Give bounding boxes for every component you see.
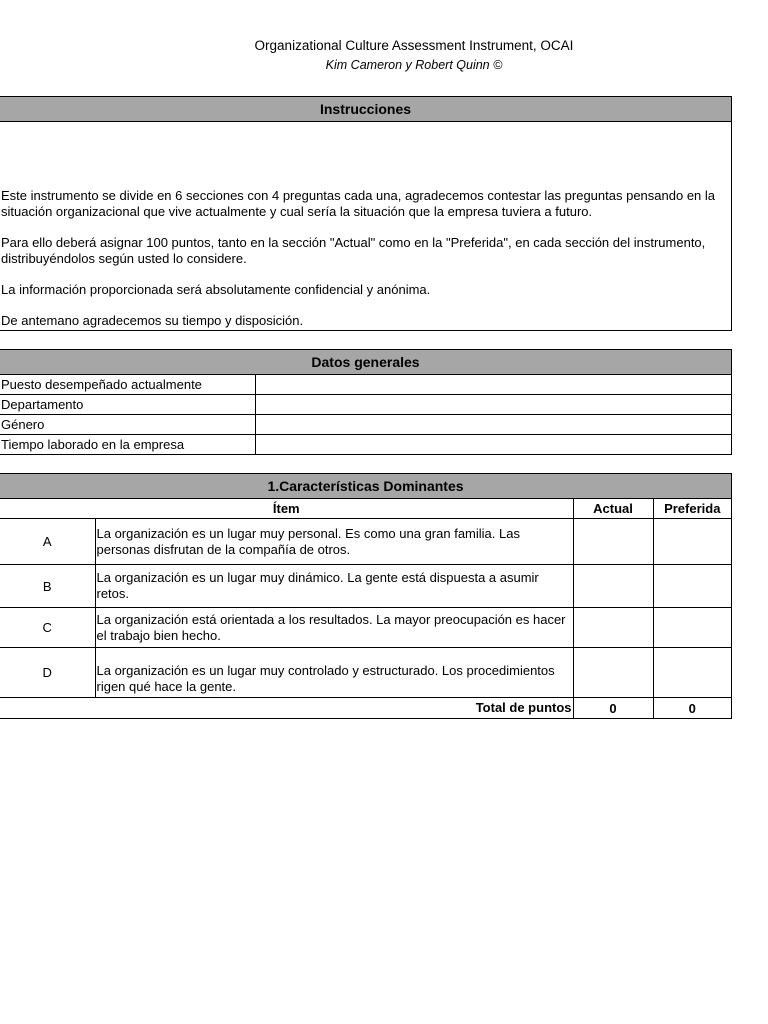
total-row xyxy=(0,698,731,719)
row-item-text: La organización está orientada a los resultados. La mayor preocupación es hacer el trabajo bien hecho. xyxy=(95,608,573,648)
preferida-input-cell[interactable] xyxy=(653,519,731,565)
instrucciones-paragraph: Para ello deberá asignar 100 puntos, tanto en la sección "Actual" como en la "Preferida", en cada sección del instrumento, distribuyéndolos según usted lo considere. xyxy=(1,235,706,266)
table-row xyxy=(0,375,731,395)
table-row xyxy=(0,648,731,698)
departamento-label: Departamento xyxy=(0,395,255,415)
tiempo-label: Tiempo laborado en la empresa xyxy=(0,435,255,455)
actual-input-cell[interactable] xyxy=(573,519,653,565)
document-title: Organizational Culture Assessment Instrument, OCAI xyxy=(254,38,574,53)
total-actual: 0 xyxy=(573,698,653,719)
column-header-actual: Actual xyxy=(573,499,653,519)
datos-generales-table xyxy=(0,375,731,454)
table-row xyxy=(0,395,731,415)
column-header-preferida: Preferida xyxy=(653,499,731,519)
actual-input-cell[interactable] xyxy=(573,608,653,648)
table-row xyxy=(0,415,731,435)
table-row xyxy=(0,519,731,565)
departamento-field[interactable] xyxy=(255,395,731,415)
genero-field[interactable] xyxy=(255,415,731,435)
instrucciones-body xyxy=(0,122,731,329)
caracteristicas-table xyxy=(0,499,731,718)
caracteristicas-section xyxy=(0,473,732,719)
instrucciones-heading: Instrucciones xyxy=(0,97,731,122)
actual-input-cell[interactable] xyxy=(573,648,653,698)
row-letter: D xyxy=(0,648,95,698)
document-header xyxy=(0,38,768,73)
row-letter: A xyxy=(0,519,95,565)
preferida-input-cell[interactable] xyxy=(653,608,731,648)
row-item-text: La organización es un lugar muy personal. Es como una gran familia. Las personas disfrutan de la compañía de otros. xyxy=(95,519,573,565)
datos-generales-heading: Datos generales xyxy=(0,350,731,375)
preferida-input-cell[interactable] xyxy=(653,565,731,608)
instrucciones-paragraph: De antemano agradecemos su tiempo y disposición. xyxy=(1,313,304,328)
table-row xyxy=(0,565,731,608)
table-row xyxy=(0,435,731,455)
datos-generales-section xyxy=(0,349,732,455)
row-item-text: La organización es un lugar muy dinámico. La gente está dispuesta a asumir retos. xyxy=(95,565,573,608)
instrucciones-paragraph: La información proporcionada será absolutamente confidencial y anónima. xyxy=(1,282,431,297)
table-row xyxy=(0,608,731,648)
column-header-item: Ítem xyxy=(0,499,573,519)
puesto-label: Puesto desempeñado actualmente xyxy=(1,377,202,392)
actual-input-cell[interactable] xyxy=(573,565,653,608)
instrucciones-paragraph: Este instrumento se divide en 6 secciones con 4 preguntas cada una, agradecemos contestar las preguntas pensando en la situación organizacional que vive actualmente y cual sería la situación que la empresa tuviera a futuro. xyxy=(1,188,716,219)
tiempo-field[interactable] xyxy=(255,435,731,455)
total-preferida: 0 xyxy=(653,698,731,719)
genero-label: Género xyxy=(0,415,255,435)
row-letter: C xyxy=(0,608,95,648)
instrucciones-section xyxy=(0,96,732,331)
table-header-row xyxy=(0,499,731,519)
caracteristicas-heading: 1.Características Dominantes xyxy=(0,474,731,499)
puesto-field[interactable] xyxy=(255,375,731,395)
document-subtitle: Kim Cameron y Robert Quinn © xyxy=(325,58,503,72)
total-label: Total de puntos xyxy=(0,698,573,719)
row-item-text: La organización es un lugar muy controlado y estructurado. Los procedimientos rigen qué hace la gente. xyxy=(95,648,573,698)
preferida-input-cell[interactable] xyxy=(653,648,731,698)
row-letter: B xyxy=(0,565,95,608)
